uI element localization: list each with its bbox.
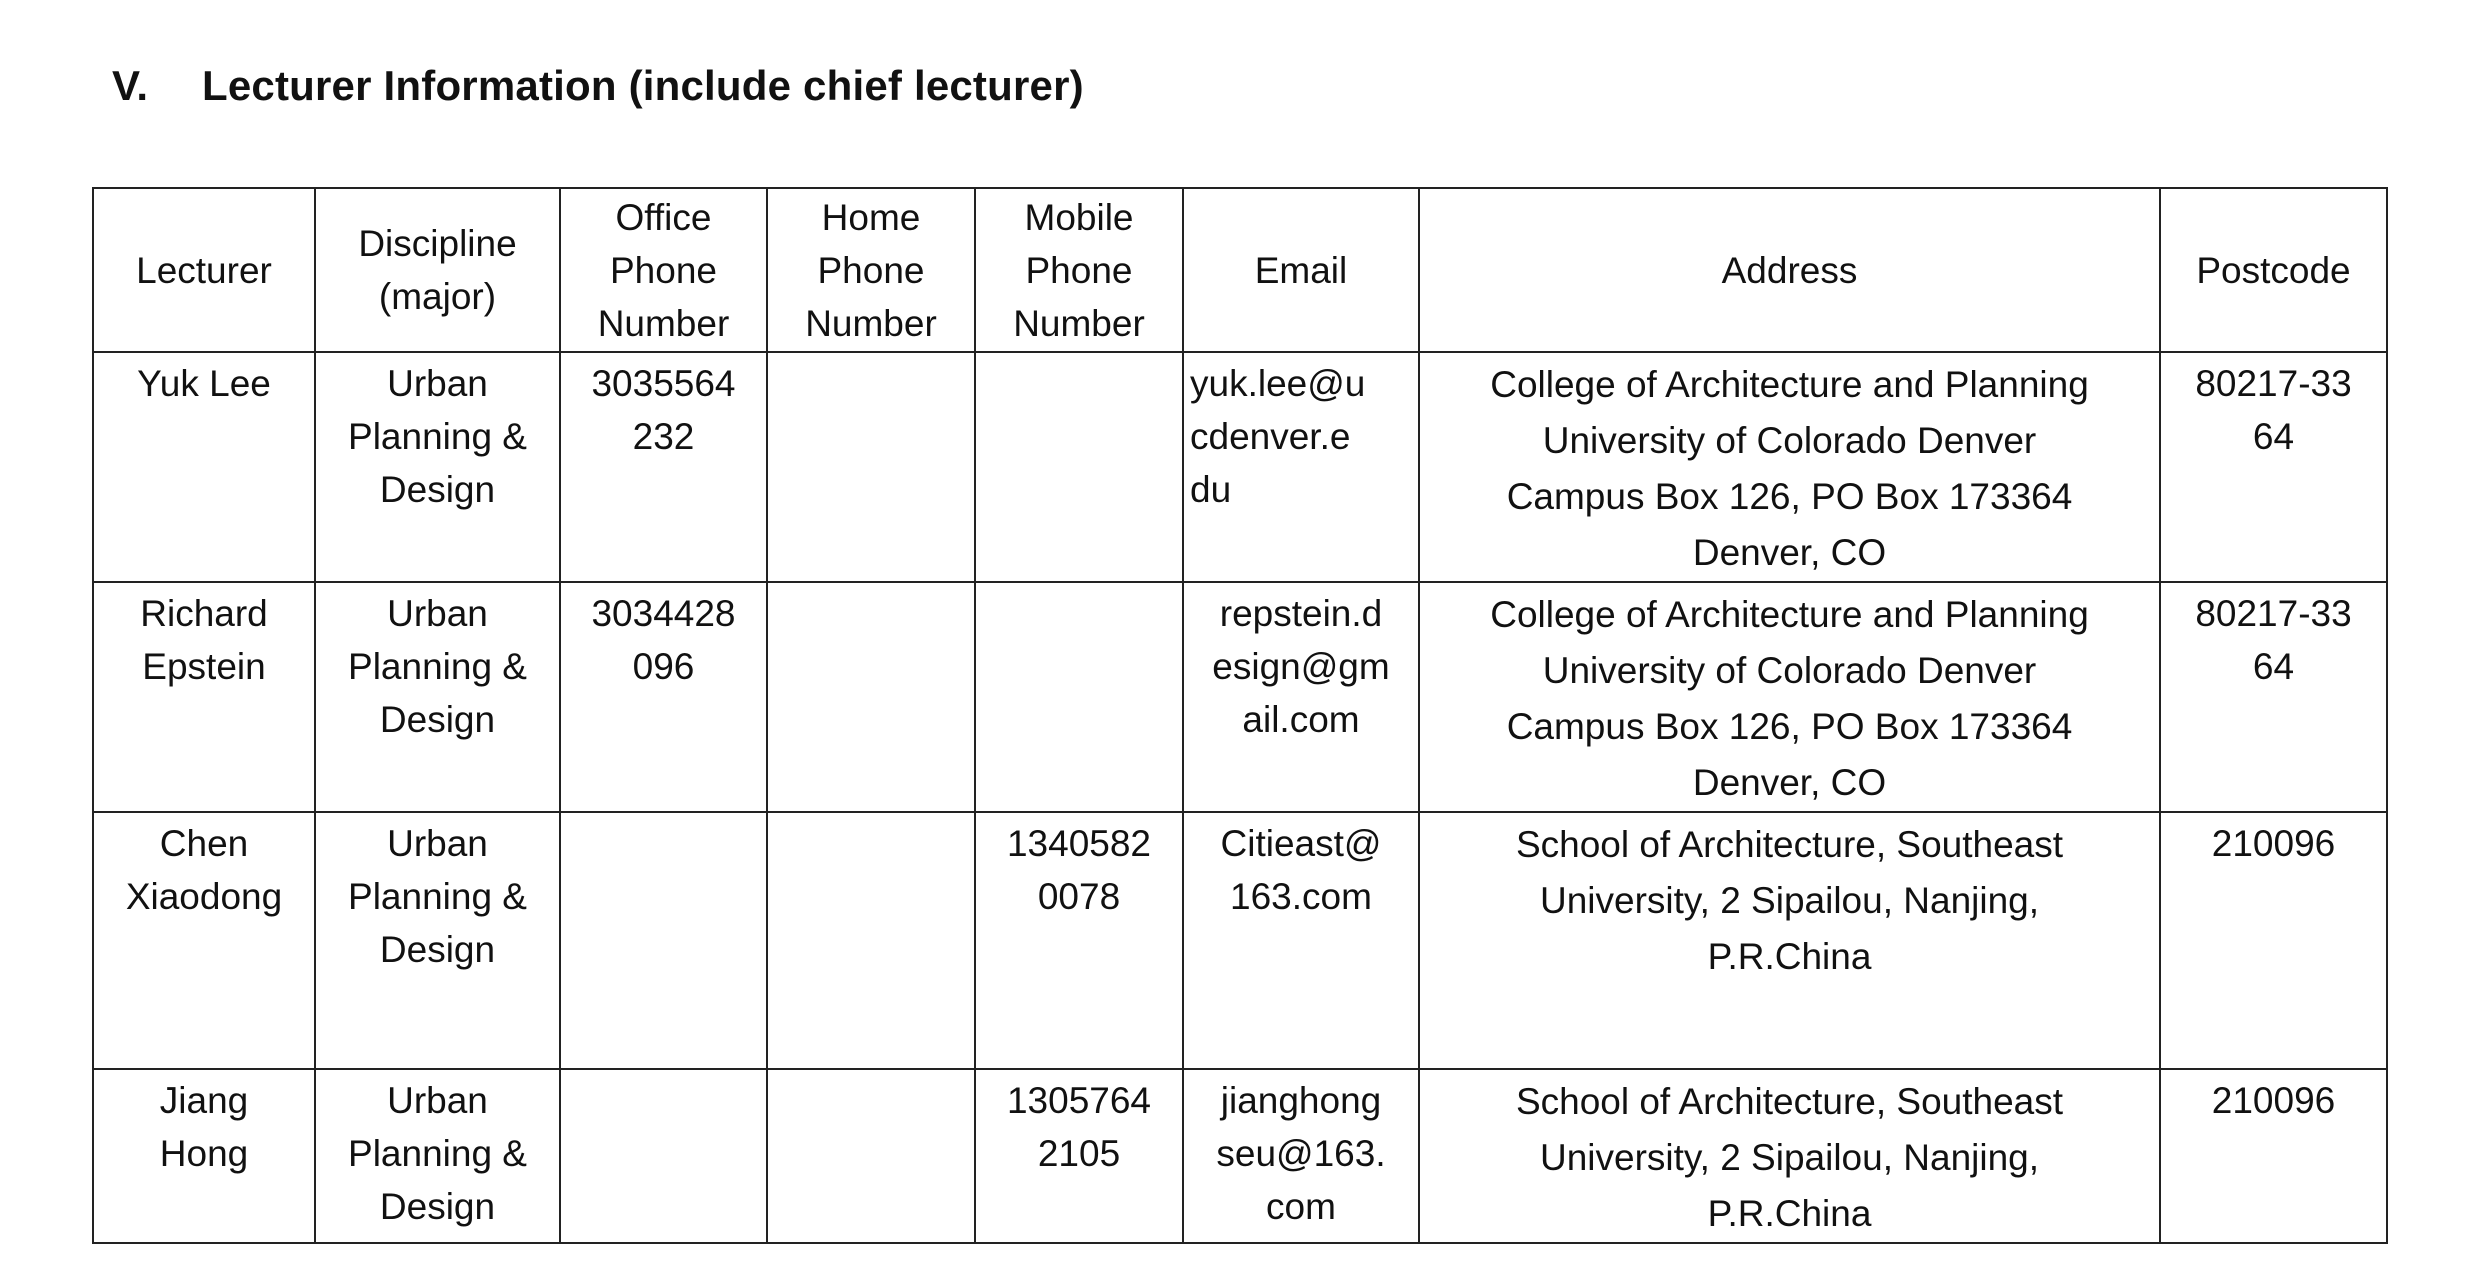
table-row: [93, 812, 2387, 1069]
section-number: V.: [112, 62, 149, 109]
address-cell: College of Architecture and Planning University of Colorado Denver Campus Box 126, PO Box 173364 Denver, CO: [1419, 582, 2160, 812]
mobile-phone-cell: 1340582 0078: [975, 812, 1183, 1069]
discipline-cell: Urban Planning & Design: [315, 812, 560, 1069]
column-header-home-phone: Home Phone Number: [767, 188, 975, 352]
table-row: [93, 582, 2387, 812]
table-row: [93, 352, 2387, 582]
column-header-lecturer: Lecturer: [93, 188, 315, 352]
home-phone-cell: [767, 352, 975, 582]
lecturer-table: [92, 187, 2388, 1244]
column-header-office-phone: Office Phone Number: [560, 188, 767, 352]
address-cell: College of Architecture and Planning University of Colorado Denver Campus Box 126, PO Box 173364 Denver, CO: [1419, 352, 2160, 582]
email-cell: yuk.lee@u cdenver.e du: [1183, 352, 1419, 582]
home-phone-cell: [767, 582, 975, 812]
lecturer-cell: Yuk Lee: [93, 352, 315, 582]
office-phone-cell: 3034428 096: [560, 582, 767, 812]
home-phone-cell: [767, 1069, 975, 1243]
mobile-phone-cell: [975, 352, 1183, 582]
discipline-cell: Urban Planning & Design: [315, 352, 560, 582]
column-header-address: Address: [1419, 188, 2160, 352]
office-phone-cell: [560, 1069, 767, 1243]
discipline-cell: Urban Planning & Design: [315, 582, 560, 812]
office-phone-cell: 3035564 232: [560, 352, 767, 582]
column-header-discipline: Discipline (major): [315, 188, 560, 352]
section-heading: [112, 62, 1084, 110]
address-cell: School of Architecture, Southeast University, 2 Sipailou, Nanjing, P.R.China: [1419, 1069, 2160, 1243]
lecturer-cell: Jiang Hong: [93, 1069, 315, 1243]
table-header-row: [93, 188, 2387, 352]
postcode-cell: 80217-33 64: [2160, 352, 2387, 582]
lecturer-cell: Richard Epstein: [93, 582, 315, 812]
discipline-cell: Urban Planning & Design: [315, 1069, 560, 1243]
column-header-email: Email: [1183, 188, 1419, 352]
postcode-cell: 210096: [2160, 1069, 2387, 1243]
email-cell: repstein.d esign@gm ail.com: [1183, 582, 1419, 812]
lecturer-cell: Chen Xiaodong: [93, 812, 315, 1069]
home-phone-cell: [767, 812, 975, 1069]
mobile-phone-cell: [975, 582, 1183, 812]
column-header-postcode: Postcode: [2160, 188, 2387, 352]
email-cell: Citieast@ 163.com: [1183, 812, 1419, 1069]
section-title: Lecturer Information (include chief lecturer): [202, 62, 1084, 109]
address-cell: School of Architecture, Southeast University, 2 Sipailou, Nanjing, P.R.China: [1419, 812, 2160, 1069]
postcode-cell: 80217-33 64: [2160, 582, 2387, 812]
email-cell: jianghong seu@163. com: [1183, 1069, 1419, 1243]
column-header-mobile-phone: Mobile Phone Number: [975, 188, 1183, 352]
table-row: [93, 1069, 2387, 1243]
postcode-cell: 210096: [2160, 812, 2387, 1069]
mobile-phone-cell: 1305764 2105: [975, 1069, 1183, 1243]
office-phone-cell: [560, 812, 767, 1069]
